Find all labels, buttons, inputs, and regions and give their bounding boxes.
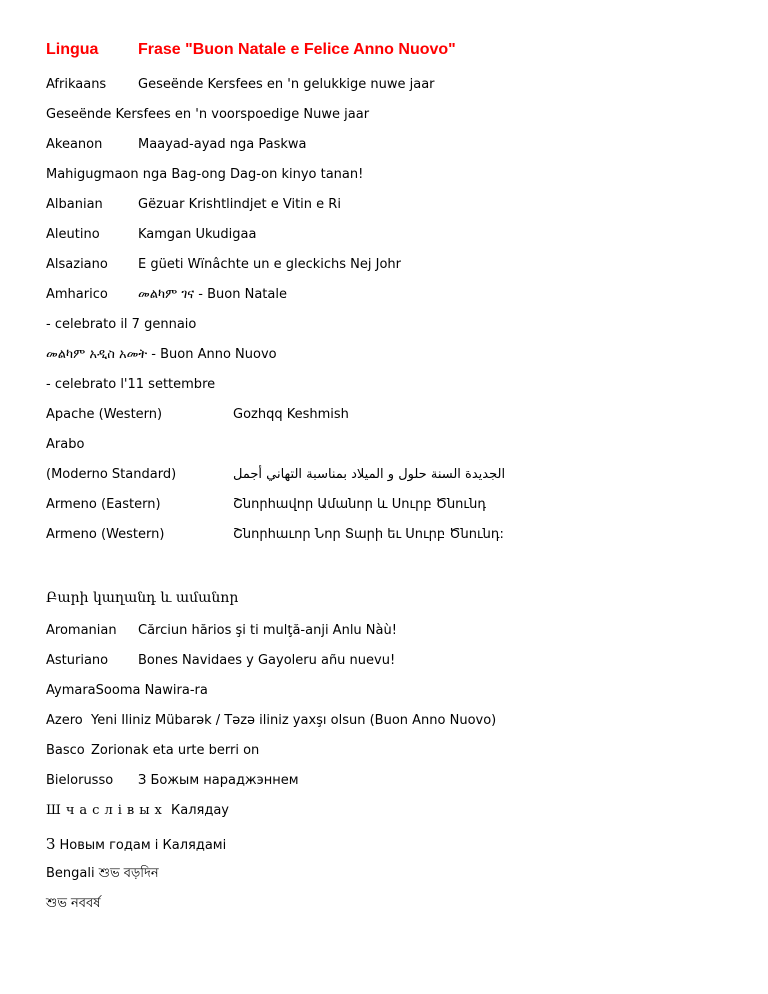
language-label: Amharico — [46, 287, 108, 302]
row-amharico — [46, 286, 748, 304]
phrase-text: Yeni Iliniz Mübarək / Təzə iliniz yaxşı olsun (Buon Anno Nuovo) — [91, 713, 497, 728]
language-label: (Moderno Standard) — [46, 467, 177, 482]
header-language: Lingua — [46, 41, 99, 58]
word: Калядау — [171, 803, 229, 818]
language-label: Afrikaans — [46, 77, 107, 92]
row-bengali — [46, 865, 748, 883]
line-amharico-note1: - celebrato il 7 gennaio — [46, 317, 197, 332]
line-amharico-note2: - celebrato l'11 settembre — [46, 377, 216, 392]
line-akeanon-alt: Mahigugmaon nga Bag-ong Dag-on kinyo tanan! — [46, 167, 364, 182]
row-asturiano — [46, 652, 748, 670]
row-aromanian — [46, 622, 748, 640]
row-afrikaans — [46, 76, 748, 94]
phrase-text: Շնորհավոր Ամանոր և Սուրբ Ծնունդ — [233, 497, 486, 512]
language-label: Aymara — [46, 683, 96, 698]
language-label: Alsaziano — [46, 257, 108, 272]
line-amharico-line2: መልካም አዲስ አመት - Buon Anno Nuovo — [46, 347, 277, 362]
language-label: Armeno (Western) — [46, 527, 165, 542]
line-arabo: Arabo — [46, 437, 85, 452]
header-phrase: Frase "Buon Natale e Felice Anno Nuovo" — [138, 41, 456, 58]
phrase-text: Gozhqq Keshmish — [233, 407, 349, 422]
language-label: Apache (Western) — [46, 407, 163, 422]
row-akeanon — [46, 136, 748, 154]
language-label: Bengali — [46, 866, 95, 881]
row-aleutino — [46, 226, 748, 244]
phrase-text: Bones Navidaes y Gayoleru añu nuevu! — [138, 653, 396, 668]
line-afrikaans-alt: Geseënde Kersfees en 'n voorspoedige Nuwe jaar — [46, 107, 370, 122]
phrase-text: Sooma Nawira-ra — [95, 683, 208, 698]
phrase-text: Новым годам і Калядамі — [59, 838, 227, 853]
phrase-text: Geseënde Kersfees en 'n gelukkige nuwe jaar — [138, 77, 435, 92]
row-alsaziano — [46, 256, 748, 274]
language-label: Aleutino — [46, 227, 100, 242]
phrase-text: Cărciun hărios şi ti mulţă-anji Anlu Nàù! — [138, 623, 397, 638]
phrase-text: Kamgan Ukudigaa — [138, 227, 257, 242]
row-aymara — [46, 682, 748, 700]
language-label: Asturiano — [46, 653, 109, 668]
header-row — [46, 41, 748, 59]
phrase-text: শুভ বড়দিন — [98, 866, 159, 881]
language-label: Bielorusso — [46, 773, 114, 788]
phrase-text: З Божым нараджэннем — [138, 773, 299, 788]
row-arabo-standard — [46, 466, 748, 484]
phrase-text: መልካም ገና - Buon Natale — [138, 287, 287, 302]
language-label: Basco — [46, 743, 85, 758]
row-bielorusso — [46, 772, 748, 790]
line-bengali-2: শুভ নববর্ষ — [46, 896, 101, 911]
row-apache — [46, 406, 748, 424]
language-label: Azero — [46, 713, 83, 728]
row-azero — [46, 712, 748, 730]
spaced-word: Шчаслівых — [46, 803, 167, 818]
phrase-text: Gëzuar Krishtlindjet e Vitin e Ri — [138, 197, 341, 212]
row-armeno-east — [46, 496, 748, 514]
phrase-text: E güeti Wïnâchte un e gleckichs Nej Johr — [138, 257, 401, 272]
row-armeno-west — [46, 526, 748, 544]
line-armeno-extra: Բարի կաղանդ և ամանոր — [46, 590, 239, 606]
row-albanian — [46, 196, 748, 214]
language-label: Aromanian — [46, 623, 117, 638]
phrase-text: Maayad-ayad nga Paskwa — [138, 137, 307, 152]
language-label: Akeanon — [46, 137, 103, 152]
phrase-text: الجديدة السنة حلول و الميلاد بمناسبة التهاني أجمل — [233, 467, 506, 482]
language-label: Albanian — [46, 197, 103, 212]
letter-z: З — [46, 835, 56, 853]
line-bielorusso-2 — [46, 802, 748, 820]
line-bielorusso-3 — [46, 835, 748, 855]
phrase-text: Շնորհաւոր Նոր Տարի եւ Սուրբ Ծնունդ: — [233, 527, 504, 542]
row-basco — [46, 742, 748, 760]
language-label: Armeno (Eastern) — [46, 497, 161, 512]
phrase-text: Zorionak eta urte berri on — [91, 743, 260, 758]
